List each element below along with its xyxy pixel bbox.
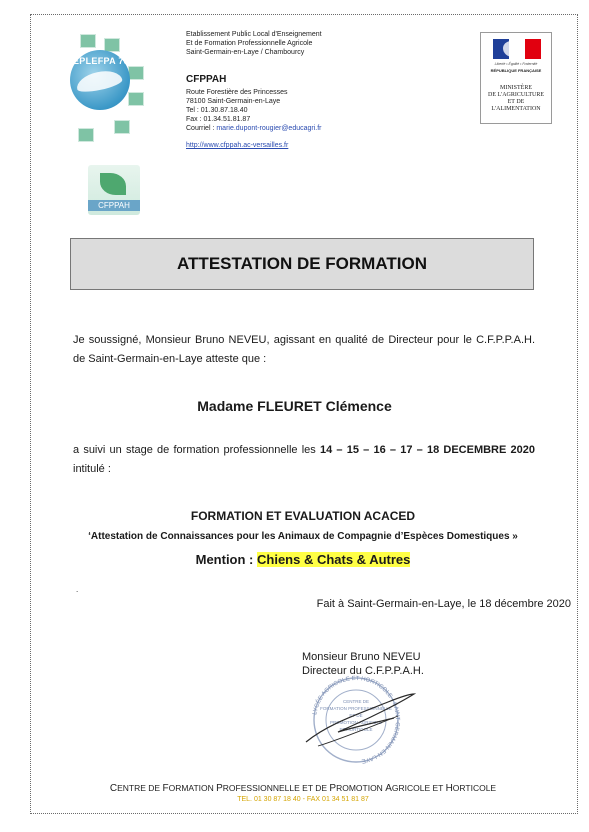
footer-contact: TEL. 01 30 87 18 40 - FAX 01 34 51 81 87 [237, 796, 369, 803]
footer-cap: C [109, 783, 118, 794]
ministry-logo [480, 32, 552, 124]
mention-value: Chiens & Chats & Autres [257, 552, 411, 567]
attestation-statement: Je soussigné, Monsieur Bruno NEVEU, agissant en qualité de Directeur pour le C.F.P.P.A.H. de Saint-Germain-en-Laye atteste que : [73, 334, 535, 365]
establishment-line: Etablissement Public Local d'Enseignement [186, 31, 322, 38]
official-stamp [298, 664, 416, 764]
fax-line: Fax : 01.34.51.81.87 [186, 116, 251, 123]
stamp-seal [298, 664, 416, 764]
footer-word: ORMATION [168, 783, 217, 793]
establishment-block [186, 30, 322, 57]
address-line: Route Forestière des Princesses [186, 89, 288, 96]
footer-cap: P [329, 783, 337, 794]
logo-thumbnail [128, 92, 144, 106]
title-box [70, 238, 534, 290]
logo-thumbnail [80, 34, 96, 48]
stamp-inner-line: ET DE [349, 713, 363, 718]
mention-line [0, 552, 589, 567]
ministry-name: MINISTÈRE DE L'AGRICULTURE ET DE L'ALIMENTATION [487, 85, 545, 112]
email-link[interactable]: marie.dupont-rougier@educagri.fr [216, 125, 322, 132]
footer-word: ROFESSIONNELLE ET DE [222, 783, 330, 793]
signatory-name: Monsieur Bruno NEVEU [302, 651, 421, 663]
footer-cap: F [162, 783, 169, 794]
trainee-name: Madame FLEURET Clémence [197, 398, 392, 414]
stamp-inner-line: ET HORTICOLE [339, 727, 373, 732]
signatory-role: Directeur du C.F.P.P.A.H. [302, 665, 424, 677]
republic-motto: Liberté • Égalité • Fraternité [494, 62, 538, 66]
address-block [186, 88, 322, 133]
mention-label: Mention : [195, 552, 257, 567]
footer-cap: A [385, 783, 392, 794]
phone-line: Tel : 01.30.87.18.40 [186, 107, 248, 114]
stamp-inner-line: CENTRE DE [342, 699, 370, 704]
logo-text: EPLEFPA 78 [72, 56, 129, 66]
establishment-line: Et de Formation Professionnelle Agricole [186, 40, 313, 47]
paragraph-text: intitulé : [73, 463, 111, 475]
email-label: Courriel : [186, 125, 217, 132]
website-link[interactable]: http://www.cfppah.ac-versailles.fr [186, 142, 289, 149]
footer-word: ORTICOLE [452, 783, 497, 793]
stray-mark: . [76, 585, 79, 594]
training-dates-paragraph [73, 441, 535, 479]
leaf-icon [100, 173, 126, 195]
org-name: CFPPAH [186, 74, 227, 85]
eplefpa-logo [58, 32, 158, 152]
document-title: ATTESTATION DE FORMATION [177, 254, 427, 273]
footer-cap: H [445, 783, 453, 794]
place-and-date: Fait à Saint-Germain-en-Laye, le 18 décembre 2020 [316, 598, 571, 610]
footer-org-name [0, 783, 589, 794]
email-line [186, 124, 322, 133]
logo-thumbnail [114, 120, 130, 134]
logo-thumbnail [128, 66, 144, 80]
footer-word: ROMOTION [336, 783, 386, 793]
footer-word: GRICOLE ET [391, 783, 446, 793]
stamp-inner-line: PROMOTION AGRICOLE [329, 720, 383, 725]
cfppah-logo-text: CFPPAH [88, 200, 140, 211]
formation-title: FORMATION ET EVALUATION ACACED [190, 509, 416, 523]
formation-subtitle: ‘Attestation de Connaissances pour les Animaux de Compagnie d’Espèces Domestiques » [88, 531, 518, 542]
stamp-outer-text: LYCÉE AGRICOLE ET HORTICOLE • SAINT-GERMAIN-EN-LAYE [312, 675, 401, 764]
stamp-inner-line: FORMATION PROFESSIONNELLE [320, 706, 392, 711]
marianne-icon [503, 41, 521, 57]
address-line: 78100 Saint-Germain-en-Laye [186, 98, 281, 105]
cfppah-logo [88, 165, 140, 215]
logo-thumbnail [78, 128, 94, 142]
republic-label: RÉPUBLIQUE FRANÇAISE [490, 68, 542, 73]
footer-word: ENTRE DE [117, 783, 163, 793]
establishment-line: Saint-Germain-en-Laye / Chambourcy [186, 49, 305, 56]
training-dates: 14 – 15 – 16 – 17 – 18 DECEMBRE 2020 [319, 444, 536, 456]
paragraph-text: a suivi un stage de formation professionnelle les [73, 444, 320, 456]
footer-cap: P [216, 783, 223, 794]
